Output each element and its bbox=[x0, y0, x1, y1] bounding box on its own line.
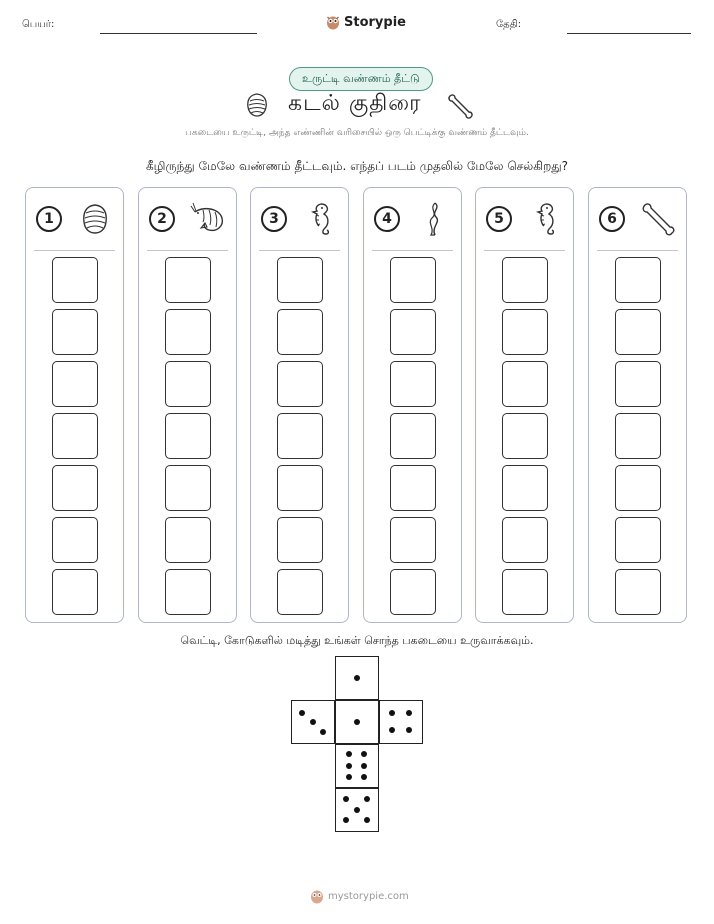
dice-pip bbox=[354, 719, 360, 725]
dice-pip bbox=[364, 817, 370, 823]
footer-url: mystorypie.com bbox=[328, 890, 409, 902]
color-box[interactable] bbox=[390, 309, 436, 355]
color-box[interactable] bbox=[502, 309, 548, 355]
color-box[interactable] bbox=[502, 361, 548, 407]
shrimp-icon bbox=[189, 200, 227, 238]
column-divider bbox=[372, 250, 453, 251]
column-divider bbox=[484, 250, 565, 251]
color-box[interactable] bbox=[390, 361, 436, 407]
column-6 bbox=[588, 187, 687, 623]
dice-pip bbox=[343, 817, 349, 823]
color-box[interactable] bbox=[615, 361, 661, 407]
column-number: 3 bbox=[261, 206, 287, 232]
seahorse-icon bbox=[301, 200, 339, 238]
color-box[interactable] bbox=[277, 569, 323, 615]
dice-instruction: வெட்டி, கோடுகளில் மடித்து உங்கள் சொந்த பகடையை உருவாக்கவும். bbox=[180, 634, 534, 647]
color-box[interactable] bbox=[52, 257, 98, 303]
dice-face bbox=[335, 700, 379, 744]
color-box[interactable] bbox=[165, 257, 211, 303]
color-box[interactable] bbox=[615, 465, 661, 511]
dice-pip bbox=[354, 807, 360, 813]
color-box[interactable] bbox=[165, 413, 211, 459]
color-box[interactable] bbox=[277, 361, 323, 407]
column-1 bbox=[25, 187, 124, 623]
dice-pip bbox=[354, 675, 360, 681]
color-box[interactable] bbox=[390, 517, 436, 563]
bone-icon bbox=[446, 92, 474, 120]
color-box[interactable] bbox=[615, 257, 661, 303]
color-box[interactable] bbox=[277, 517, 323, 563]
dice-pip bbox=[346, 774, 352, 780]
dice-pip bbox=[364, 796, 370, 802]
shell-icon bbox=[76, 200, 114, 238]
dice-pip bbox=[361, 751, 367, 757]
color-box[interactable] bbox=[52, 309, 98, 355]
dice-pip bbox=[406, 727, 412, 733]
dice-face bbox=[291, 700, 335, 744]
color-box[interactable] bbox=[390, 569, 436, 615]
date-label: தேதி: bbox=[496, 19, 522, 30]
question: கீழிருந்து மேலே வண்ணம் தீட்டவும். எந்தப் படம் முதலில் மேலே செல்கிறது? bbox=[145, 159, 569, 173]
bone-icon bbox=[639, 200, 677, 238]
brand-name: Storypie bbox=[344, 14, 406, 30]
footer bbox=[310, 888, 409, 904]
column-divider bbox=[147, 250, 228, 251]
color-box[interactable] bbox=[52, 361, 98, 407]
dice-pip bbox=[343, 796, 349, 802]
column-number: 6 bbox=[599, 206, 625, 232]
color-box[interactable] bbox=[52, 569, 98, 615]
color-box[interactable] bbox=[615, 309, 661, 355]
dice-pip bbox=[389, 710, 395, 716]
dice-pip bbox=[361, 763, 367, 769]
column-5 bbox=[475, 187, 574, 623]
dice-pip bbox=[299, 710, 305, 716]
page-title: கடல் குதிரை bbox=[288, 91, 422, 116]
color-box[interactable] bbox=[277, 309, 323, 355]
color-box[interactable] bbox=[277, 257, 323, 303]
dice-pip bbox=[320, 729, 326, 735]
column-divider bbox=[597, 250, 678, 251]
column-number: 1 bbox=[36, 206, 62, 232]
column-divider bbox=[259, 250, 340, 251]
column-2 bbox=[138, 187, 237, 623]
name-label: பெயர்: bbox=[22, 19, 55, 30]
shell-icon bbox=[245, 92, 269, 118]
color-box[interactable] bbox=[502, 569, 548, 615]
color-box[interactable] bbox=[165, 309, 211, 355]
activity-tag: உருட்டி வண்ணம் தீட்டு bbox=[289, 67, 433, 91]
brand-logo bbox=[326, 14, 406, 30]
dice-pip bbox=[389, 727, 395, 733]
color-box[interactable] bbox=[615, 569, 661, 615]
color-box[interactable] bbox=[165, 569, 211, 615]
date-field[interactable] bbox=[567, 33, 691, 34]
color-box[interactable] bbox=[502, 517, 548, 563]
color-box[interactable] bbox=[390, 257, 436, 303]
color-box[interactable] bbox=[502, 413, 548, 459]
color-box[interactable] bbox=[52, 517, 98, 563]
seaweed-icon bbox=[414, 200, 452, 238]
dice-pip bbox=[361, 774, 367, 780]
color-box[interactable] bbox=[615, 413, 661, 459]
dice-pip bbox=[346, 751, 352, 757]
dice-face bbox=[335, 788, 379, 832]
color-box[interactable] bbox=[277, 413, 323, 459]
color-box[interactable] bbox=[165, 465, 211, 511]
dice-face bbox=[335, 744, 379, 788]
color-box[interactable] bbox=[165, 361, 211, 407]
dice-pip bbox=[346, 763, 352, 769]
color-box[interactable] bbox=[502, 465, 548, 511]
name-field[interactable] bbox=[100, 33, 257, 34]
column-number: 2 bbox=[149, 206, 175, 232]
color-box[interactable] bbox=[390, 465, 436, 511]
color-box[interactable] bbox=[277, 465, 323, 511]
seahorse-icon bbox=[526, 200, 564, 238]
color-box[interactable] bbox=[615, 517, 661, 563]
owl-icon bbox=[310, 888, 324, 904]
column-4 bbox=[363, 187, 462, 623]
dice-face bbox=[335, 656, 379, 700]
color-box[interactable] bbox=[390, 413, 436, 459]
color-box[interactable] bbox=[52, 413, 98, 459]
column-divider bbox=[34, 250, 115, 251]
dice-pip bbox=[310, 719, 316, 725]
dice-pip bbox=[406, 710, 412, 716]
column-number: 5 bbox=[486, 206, 512, 232]
color-box[interactable] bbox=[52, 465, 98, 511]
owl-icon bbox=[326, 14, 340, 30]
subtitle: பகடையை உருட்டி, அந்த எண்ணின் வரிசையில் ஒரு பெட்டிக்கு வண்ணம் தீட்டவும். bbox=[185, 128, 529, 138]
column-3 bbox=[250, 187, 349, 623]
color-box[interactable] bbox=[502, 257, 548, 303]
dice-face bbox=[379, 700, 423, 744]
color-box[interactable] bbox=[165, 517, 211, 563]
column-number: 4 bbox=[374, 206, 400, 232]
